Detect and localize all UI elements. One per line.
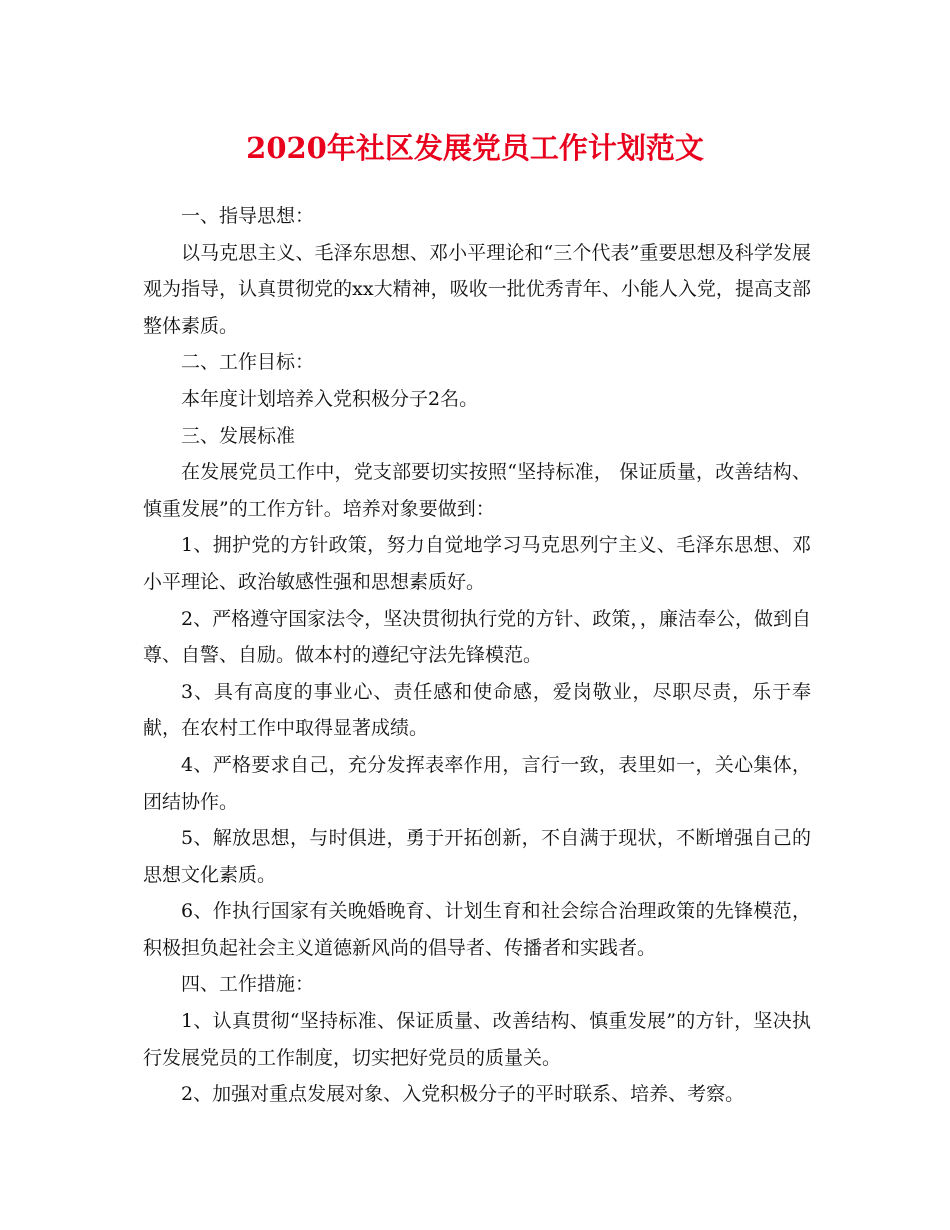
list-item: 5、解放思想，与时俱进，勇于开拓创新，不自满于现状，不断增强自己的思想文化素质。 [143, 827, 811, 886]
document-title: 2020年社区发展党员工作计划范文 [246, 131, 704, 165]
paragraph: 本年度计划培养入党积极分子2名。 [181, 387, 479, 410]
list-item: 6、作执行国家有关晚婚晚育、计划生育和社会综合治理政策的先锋模范，积极担负起社会主义道德新风尚的倡导者、传播者和实践者。 [143, 900, 811, 959]
list-item: 1、拥护党的方针政策，努力自觉地学习马克思列宁主义、毛泽东思想、邓小平理论、政治敏感性强和思想素质好。 [143, 534, 811, 593]
paragraph-heading-3: 三、发展标准 [181, 424, 296, 447]
paragraph: 以马克思主义、毛泽东思想、邓小平理论和“三个代表”重要思想及科学发展观为指导，认真贯彻党的xx大精神，吸收一批优秀青年、小能人入党，提高支部整体素质。 [143, 241, 811, 337]
list-item: 2、严格遵守国家法令，坚决贯彻执行党的方针、政策，，廉洁奉公，做到自尊、自警、自励。做本村的遵纪守法先锋模范。 [143, 607, 811, 667]
paragraph: 在发展党员工作中，党支部要切实按照“坚持标准， 保证质量，改善结构、慎重发展”的工作方针。培养对象要做到： [143, 461, 811, 520]
list-item: 3、具有高度的事业心、责任感和使命感，爱岗敬业，尽职尽责，乐于奉献，在农村工作中取得显著成绩。 [143, 680, 811, 740]
list-item: 1、认真贯彻“坚持标准、保证质量、改善结构、慎重发展”的方针，坚决执行发展党员的工作制度，切实把好党员的质量关。 [143, 1010, 811, 1069]
paragraph-heading-1: 一、指导思想： [181, 205, 315, 227]
paragraph-heading-2: 二、工作目标： [181, 351, 315, 374]
paragraph-heading-4: 四、工作措施： [181, 973, 315, 996]
list-item: 4、严格要求自己，充分发挥表率作用，言行一致，表里如一，关心集体，团结协作。 [143, 753, 811, 813]
list-item: 2、加强对重点发展对象、入党积极分子的平时联系、培养、考察。 [181, 1083, 745, 1106]
document-body [143, 198, 811, 1113]
